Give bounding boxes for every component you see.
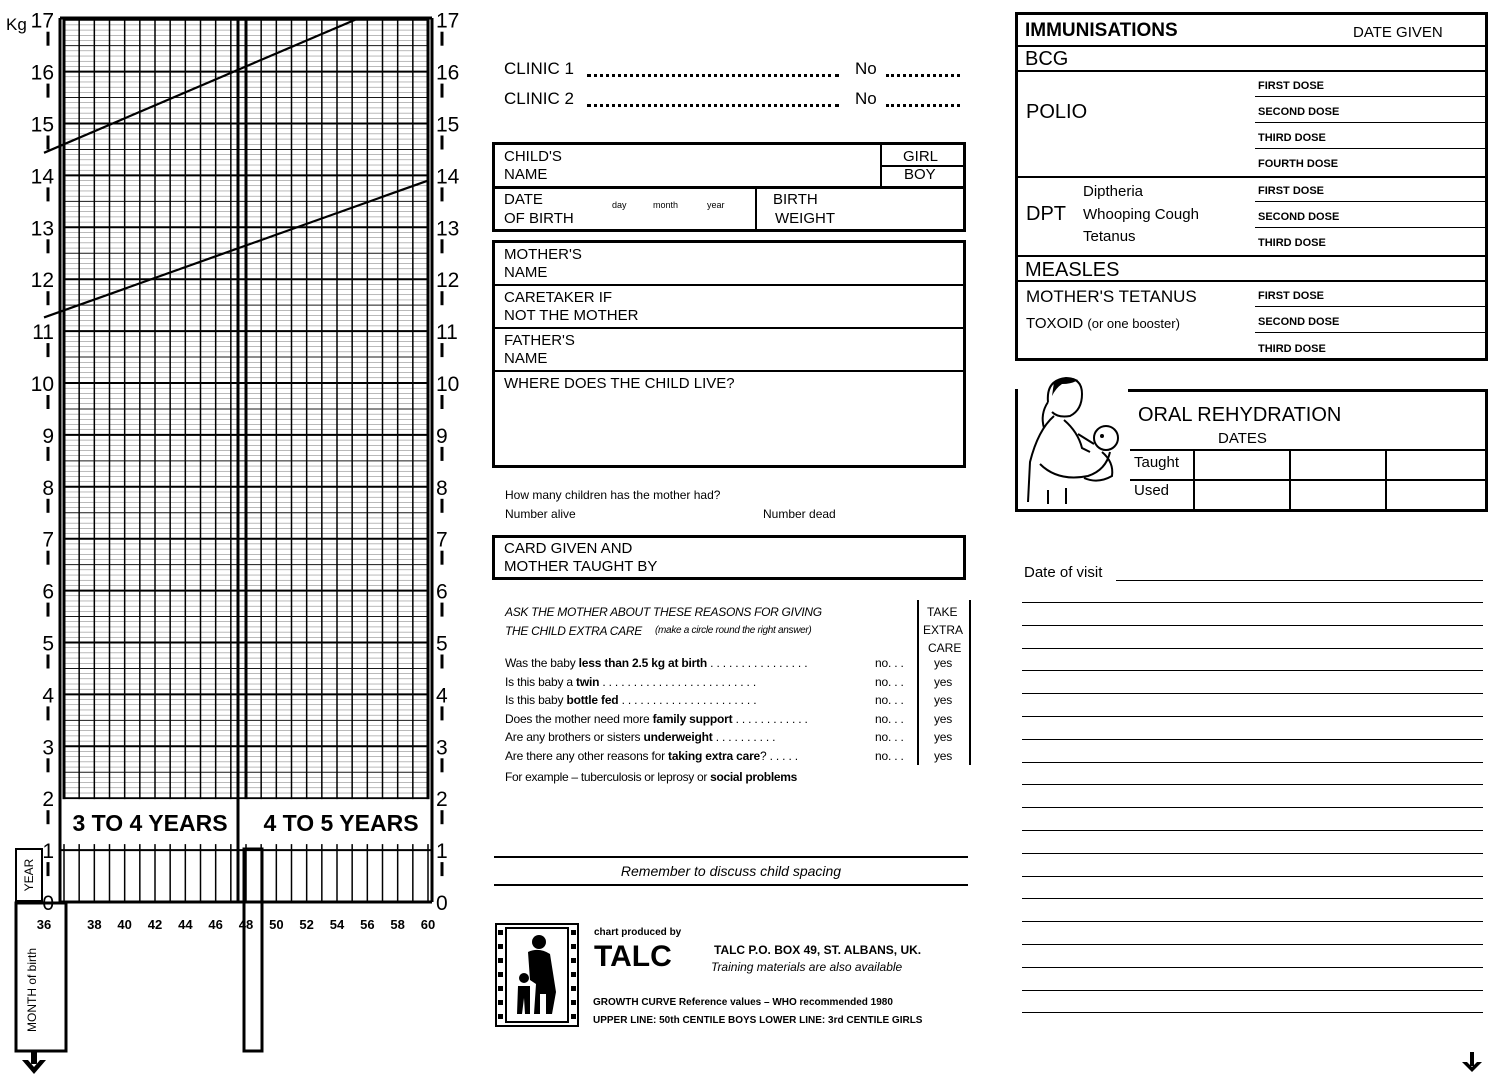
polio-dose-2: SECOND DOSE (1258, 106, 1340, 118)
dose-line[interactable] (1255, 332, 1485, 333)
answer-no[interactable]: no. . . (875, 748, 904, 763)
lines-reference-note: UPPER LINE: 50th CENTILE BOYS LOWER LINE: 3rd CENTILE GIRLS (593, 1015, 923, 1026)
divider (1015, 255, 1488, 257)
visit-date-line[interactable] (1022, 1012, 1483, 1013)
month-tick-label: 60 (420, 917, 436, 932)
extra-care-heading-1: ASK THE MOTHER ABOUT THESE REASONS FOR GIVING (505, 605, 822, 619)
polio-label: POLIO (1026, 101, 1088, 123)
tetanus-dose-2: SECOND DOSE (1258, 316, 1340, 328)
dpt-dose-1: FIRST DOSE (1258, 185, 1325, 197)
dose-line[interactable] (1255, 148, 1485, 149)
weight-tick-label-right: 14 (436, 165, 460, 189)
question-text (505, 749, 873, 763)
month-tick-label: 46 (208, 917, 223, 932)
year-axis-label: YEAR (22, 858, 36, 892)
dpt-item-1: Diptheria (1083, 183, 1144, 200)
weight-tick-label-right: 15 (436, 113, 460, 137)
divider (494, 856, 968, 858)
question-text-plain: Are any brothers or sisters (505, 730, 644, 744)
birth-weight-label-1: BIRTH (773, 191, 818, 208)
weight-tick-label-left: 15 (30, 113, 54, 137)
divider (492, 186, 966, 189)
divider (1130, 449, 1488, 451)
divider (494, 884, 968, 886)
divider (1015, 70, 1488, 72)
divider (1289, 449, 1291, 512)
question-text-dots: . . . . . . . . . . . . (732, 711, 808, 726)
weight-tick-label-right: 1 (436, 840, 448, 864)
dose-line[interactable] (1255, 96, 1485, 97)
month-tick-label: 36 (36, 917, 52, 932)
question-text-dots: . . . . . . . . . . . . . . . . . . . . . . (618, 693, 757, 707)
month-tick-label: 40 (117, 917, 132, 932)
oral-rehydration-dates-label: DATES (1218, 430, 1267, 447)
weight-tick-label-right: 4 (436, 684, 448, 708)
dob-day-label: day (612, 200, 627, 210)
divider (1385, 449, 1387, 512)
dpt-dose-3: THIRD DOSE (1258, 237, 1326, 249)
extra-care-heading-note: (make a circle round the right answer) (655, 625, 812, 636)
dpt-label: DPT (1026, 203, 1066, 225)
tetanus-label-1: MOTHER'S TETANUS (1026, 287, 1197, 306)
weight-tick-label-zero: 0 (42, 892, 54, 915)
month-tick-label: 52 (299, 917, 314, 932)
mother-name-label-2: NAME (504, 264, 548, 281)
divider (880, 142, 882, 186)
polio-dose-4: FOURTH DOSE (1258, 158, 1339, 170)
question-text-bold: twin (576, 674, 600, 689)
card-given-label-1: CARD GIVEN AND (504, 540, 633, 557)
visit-date-line[interactable] (1022, 944, 1483, 945)
used-label: Used (1134, 482, 1170, 499)
question-text (505, 730, 873, 744)
weight-tick-label-right: 2 (436, 788, 448, 812)
weight-tick-label-left: 1 (42, 840, 54, 864)
example-text-plain: For example – tuberculosis or leprosy or (505, 770, 711, 784)
weight-tick-label-right: 12 (436, 269, 460, 293)
visit-date-line[interactable] (1116, 580, 1483, 581)
weight-tick-label-left: 4 (42, 684, 54, 708)
example-text-bold: social problems (710, 770, 797, 784)
dose-line[interactable] (1255, 306, 1485, 307)
month-tick-label: 54 (329, 917, 345, 932)
visit-date-line[interactable] (1022, 876, 1483, 877)
polio-dose-1: FIRST DOSE (1258, 80, 1325, 92)
weight-tick-label-zero: 0 (436, 892, 448, 915)
month-tick-label: 50 (269, 917, 284, 932)
answer-yes[interactable]: yes (934, 674, 953, 689)
clinic1-field[interactable] (587, 74, 839, 77)
visit-date-line[interactable] (1022, 602, 1483, 603)
weight-tick-label-right: 17 (436, 9, 460, 33)
where-child-lives-label: WHERE DOES THE CHILD LIVE? (504, 375, 735, 392)
question-text-bold: underweight (643, 730, 713, 744)
caretaker-label-1: CARETAKER IF (504, 289, 613, 306)
weight-tick-label-left: 9 (42, 424, 54, 448)
answer-no[interactable]: no. . . (875, 730, 904, 744)
weight-tick-label-left: 17 (30, 9, 54, 33)
card-given-label-2: MOTHER TAUGHT BY (504, 558, 658, 575)
father-name-label-2: NAME (504, 350, 548, 367)
clinic1-no-field[interactable] (886, 74, 960, 77)
answer-no[interactable]: no. . . (875, 711, 904, 726)
upper-reference-curve (44, 20, 355, 153)
caretaker-label-2: NOT THE MOTHER (504, 307, 639, 324)
weight-tick-label-left: 14 (30, 165, 54, 189)
tetanus-note: (or one booster) (1087, 316, 1180, 331)
talc-logo-icon (494, 922, 580, 1028)
dose-line[interactable] (1255, 122, 1485, 123)
weight-tick-label-left: 13 (30, 217, 54, 241)
extra-care-question (505, 749, 965, 767)
weight-tick-label-right: 8 (436, 476, 448, 500)
month-tick-label: 56 (360, 917, 375, 932)
visit-date-line[interactable] (1022, 990, 1483, 991)
question-text-plain: Is this baby (505, 693, 567, 707)
divider (1015, 176, 1488, 178)
dob-label-2: OF BIRTH (504, 210, 574, 227)
mother-name-label-1: MOTHER'S (504, 246, 582, 263)
clinic2-no-field[interactable] (886, 104, 960, 107)
father-name-label-1: FATHER'S (504, 332, 575, 349)
visit-date-line[interactable] (1022, 648, 1483, 649)
band-4-to-5-years (248, 810, 434, 837)
produced-by-label: chart produced by (594, 927, 682, 938)
visit-date-line[interactable] (1022, 716, 1483, 717)
tetanus-dose-1: FIRST DOSE (1258, 290, 1325, 302)
weight-tick-label-left: 3 (42, 736, 54, 760)
weight-tick-label-right: 16 (436, 61, 460, 85)
month-of-birth-label: MONTH of birth (25, 947, 39, 1033)
visit-date-line[interactable] (1022, 670, 1483, 671)
growth-reference-note: GROWTH CURVE Reference values – WHO recommended 1980 (593, 997, 893, 1008)
taught-label: Taught (1134, 454, 1180, 471)
tetanus-label-2 (1026, 315, 1180, 333)
question-text (505, 693, 873, 707)
weight-tick-label-left: 10 (30, 373, 54, 396)
birth-weight-label-2: WEIGHT (775, 210, 835, 227)
care-label: CARE (928, 641, 962, 655)
weight-tick-label-right: 13 (436, 217, 460, 241)
question-text (505, 675, 873, 689)
question-text-plain: Does the mother need more (505, 711, 653, 726)
weight-tick-label-right: 9 (436, 424, 448, 448)
month-tick-label: 58 (390, 917, 405, 932)
dob-label-1: DATE (504, 191, 543, 208)
child-spacing-reminder: Remember to discuss child spacing (620, 863, 842, 879)
visit-date-line[interactable] (1022, 967, 1483, 968)
divider (1015, 45, 1488, 47)
visit-date-line[interactable] (1022, 921, 1483, 922)
divider (1015, 280, 1488, 282)
weight-tick-label-right: 6 (436, 580, 448, 604)
band-3-to-4-years (60, 810, 240, 837)
children-count-question: How many children has the mother had? (505, 488, 721, 502)
band-4-to-5-years-label: 4 TO 5 YEARS (263, 810, 419, 836)
weight-tick-label-right: 5 (436, 632, 448, 656)
extra-label: EXTRA (923, 623, 964, 637)
clinic2-label: CLINIC 2 (504, 89, 574, 108)
visit-date-line[interactable] (1022, 853, 1483, 854)
child-name-label-1: CHILD'S (504, 148, 562, 165)
answer-yes[interactable]: yes (934, 748, 953, 763)
visit-date-line[interactable] (1022, 784, 1483, 785)
clinic1-label: CLINIC 1 (504, 59, 574, 78)
weight-unit-label: Kg (6, 15, 27, 34)
talc-training-note: Training materials are also available (711, 960, 903, 974)
visit-date-line[interactable] (1022, 739, 1483, 740)
weight-tick-label-right: 10 (436, 373, 460, 396)
weight-tick-label-right: 7 (436, 528, 448, 552)
question-text-bold: bottle fed (566, 693, 619, 707)
divider (492, 284, 966, 286)
divider (969, 600, 971, 765)
question-text-plain: Was the baby (505, 656, 579, 670)
weight-tick-label-right: 11 (436, 321, 458, 345)
bcg-label: BCG (1025, 48, 1069, 70)
answer-no[interactable]: no. . . (875, 693, 904, 707)
question-text (505, 656, 873, 670)
clinic2-field[interactable] (587, 104, 839, 107)
extra-care-heading-2: THE CHILD EXTRA CARE (505, 624, 642, 638)
weight-tick-label-left: 7 (42, 528, 54, 552)
question-text-bold: less than 2.5 kg at birth (578, 656, 708, 670)
talc-address: TALC P.O. BOX 49, ST. ALBANS, UK. (714, 943, 922, 957)
measles-label: MEASLES (1025, 259, 1120, 281)
example-text (505, 768, 797, 786)
question-text-dots: . . . . . . . . . . . . . . . . . . . . . . . . . (599, 674, 756, 689)
growth-chart-grid (0, 0, 480, 1090)
month-tick-label: 42 (147, 917, 163, 932)
weight-tick-label-left: 8 (42, 476, 54, 500)
weight-tick-label-left: 11 (32, 321, 54, 345)
child-name-label-2: NAME (504, 166, 548, 183)
weight-tick-label-right: 3 (436, 736, 448, 760)
weight-tick-label-left: 5 (42, 632, 54, 656)
tetanus-dose-3: THIRD DOSE (1258, 343, 1326, 355)
visit-date-line[interactable] (1022, 807, 1483, 808)
visit-date-line[interactable] (1022, 830, 1483, 831)
dob-month-label: month (653, 200, 679, 210)
question-text-dots: ? . . . . . (760, 748, 798, 763)
question-text-dots: . . . . . . . . . . (712, 730, 776, 744)
dose-line[interactable] (1255, 227, 1485, 228)
visit-date-line[interactable] (1022, 625, 1483, 626)
question-text (505, 712, 873, 726)
divider (755, 186, 757, 232)
answer-no[interactable]: no. . . (875, 656, 904, 670)
date-of-visit-label: Date of visit (1024, 564, 1103, 581)
visit-date-line[interactable] (1022, 762, 1483, 763)
girl-checkbox[interactable]: GIRL (903, 148, 939, 165)
band-3-to-4-years-label: 3 TO 4 YEARS (72, 810, 228, 836)
month-tick-label: 44 (178, 917, 193, 932)
dpt-dose-2: SECOND DOSE (1258, 211, 1340, 223)
talc-name: TALC (594, 940, 672, 973)
month-tick-label: 38 (87, 917, 102, 932)
month-tick-label: 48 (238, 917, 254, 932)
question-text-dots: . . . . . . . . . . . . . . . . (707, 656, 808, 670)
clinic1-no-label: No (855, 59, 877, 78)
extra-care-question (505, 675, 965, 693)
question-text-plain: Is this baby a (505, 674, 577, 689)
down-arrow-icon (22, 1050, 46, 1074)
question-text-plain: Are there any other reasons for (505, 748, 669, 763)
dpt-item-3: Tetanus (1083, 228, 1136, 245)
question-text-bold: family support (652, 711, 733, 726)
answer-no[interactable]: no. . . (875, 674, 904, 689)
extra-care-question (505, 693, 965, 711)
dob-year-label: year (707, 200, 725, 210)
number-dead-label: Number dead (763, 507, 836, 521)
down-arrow-icon (1460, 1050, 1484, 1074)
date-given-header: DATE GIVEN (1353, 24, 1443, 41)
divider (1193, 449, 1195, 512)
divider (492, 370, 966, 372)
weight-tick-label-left: 12 (30, 269, 54, 293)
weight-tick-label-left: 16 (30, 61, 54, 85)
dpt-item-2: Whooping Cough (1083, 206, 1199, 223)
oral-rehydration-title: ORAL REHYDRATION (1138, 404, 1342, 426)
tetanus-toxoid: TOXOID (1026, 315, 1084, 332)
polio-dose-3: THIRD DOSE (1258, 132, 1326, 144)
weight-tick-label-left: 6 (42, 580, 54, 604)
extra-care-question (505, 712, 965, 730)
question-text-bold: taking extra care (668, 748, 761, 763)
weight-tick-label-left: 2 (42, 788, 54, 812)
clinic2-no-label: No (855, 89, 877, 108)
dose-line[interactable] (1255, 201, 1485, 202)
extra-care-question (505, 656, 965, 674)
answer-yes[interactable]: yes (934, 730, 953, 744)
number-alive-label: Number alive (505, 507, 576, 521)
boy-checkbox[interactable]: BOY (904, 166, 936, 183)
answer-yes[interactable]: yes (934, 693, 953, 707)
answer-yes[interactable]: yes (934, 656, 953, 670)
divider (1130, 479, 1488, 481)
mother-feeding-baby-icon (1018, 372, 1128, 508)
divider (492, 327, 966, 329)
immunisations-title: IMMUNISATIONS (1025, 20, 1178, 41)
visit-date-line[interactable] (1022, 898, 1483, 899)
visit-date-line[interactable] (1022, 693, 1483, 694)
take-label: TAKE (927, 605, 958, 619)
answer-yes[interactable]: yes (934, 711, 953, 726)
extra-care-question (505, 730, 965, 748)
family-details-box (492, 240, 966, 468)
